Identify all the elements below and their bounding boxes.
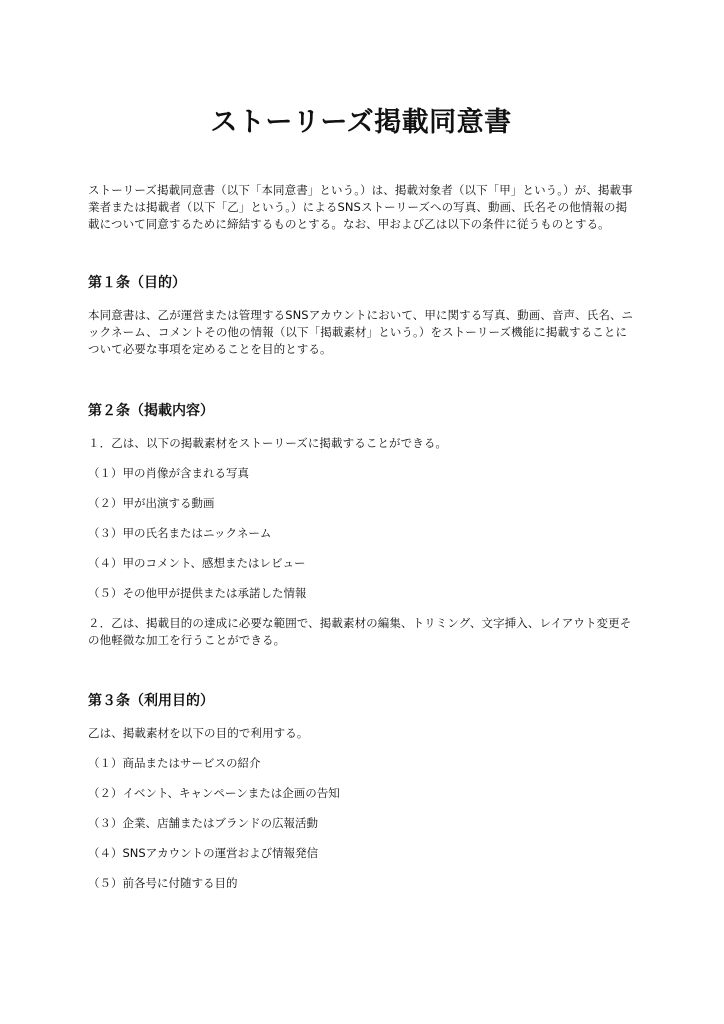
article-2-heading: 第２条（掲載内容） [88, 403, 214, 419]
article-3-body: 乙は、掲載素材を以下の目的で利用する。 [88, 726, 309, 740]
article-2-item-2: （２）甲が出演する動画 [88, 496, 215, 510]
article-2-item-4: （４）甲のコメント、感想またはレビュー [88, 556, 306, 570]
article-1-body: 本同意書は、乙が運営または管理するSNSアカウントにおいて、甲に関する写真、動画、音声、氏名、ニックネーム、コメントその他の情報（以下「掲載素材」という。）をストーリーズ機能に掲載することについて必要な事項を定めることを目的とする。 [88, 308, 634, 356]
article-3-item-2: （２）イベント、キャンペーンまたは企画の告知 [88, 786, 340, 800]
article-2-item-1: （１）甲の肖像が含まれる写真 [88, 466, 249, 480]
article-3-item-5: （５）前各号に付随する目的 [88, 876, 238, 890]
article-3-heading: 第３条（利用目的） [88, 693, 214, 709]
article-2-clause-1: １．乙は、以下の掲載素材をストーリーズに掲載することができる。 [88, 436, 448, 450]
article-3-item-4: （４）SNSアカウントの運営および情報発信 [88, 846, 319, 860]
article-2-clause-2: ２．乙は、掲載目的の達成に必要な範囲で、掲載素材の編集、トリミング、文字挿入、レイアウト変更その他軽微な加工を行うことができる。 [88, 616, 632, 647]
article-1-heading: 第１条（目的） [88, 275, 186, 291]
article-2-item-5: （５）その他甲が提供または承諾した情報 [88, 586, 307, 600]
article-3-item-1: （１）商品またはサービスの紹介 [88, 756, 261, 770]
document-title: ストーリーズ掲載同意書 [210, 107, 512, 138]
article-2-item-3: （３）甲の氏名またはニックネーム [88, 526, 272, 540]
intro-paragraph: ストーリーズ掲載同意書（以下「本同意書」という。）は、掲載対象者（以下「甲」という。）が、掲載事業者または掲載者（以下「乙」という。）によるSNSストーリーズへの写真、動画、氏名その他情報の掲載について同意するために締結するものとする。なお、甲および乙は以下の条件に従うものとする。 [88, 183, 633, 231]
article-3-item-3: （３）企業、店舗またはブランドの広報活動 [88, 816, 318, 830]
